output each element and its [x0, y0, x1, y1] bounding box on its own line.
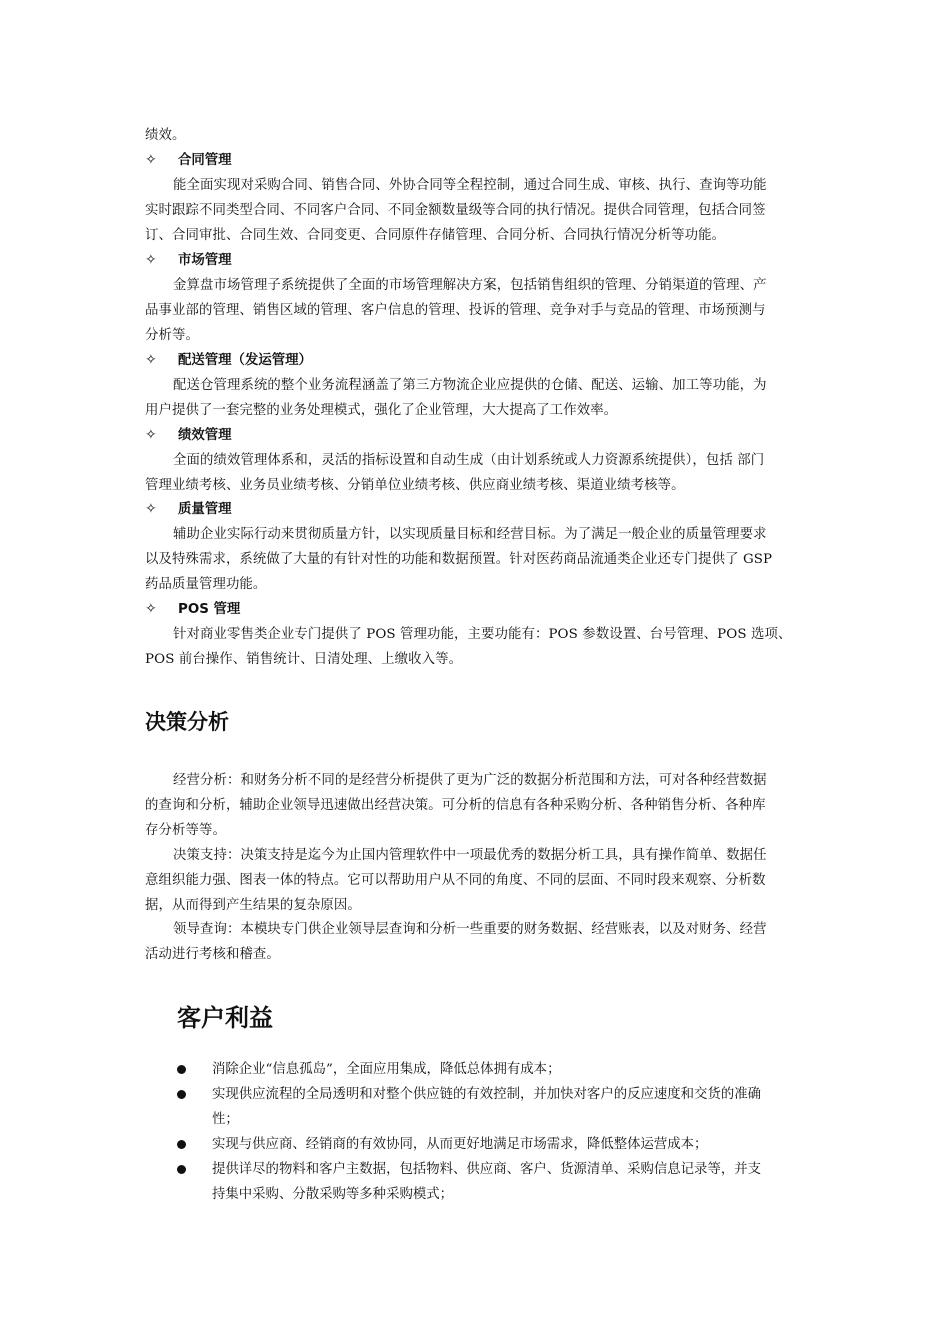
decision-heading: 决策分析: [145, 710, 229, 734]
paragraph-line: 意组织能力强、图表一体的特点。它可以帮助用户从不同的角度、不同的层面、不同时段来观察、分析数: [145, 873, 766, 888]
paragraph-line: 配送仓管理系统的整个业务流程涵盖了第三方物流企业应提供的仓储、配送、运输、加工等功能，为: [173, 378, 767, 393]
bullet-dot-icon: [177, 1090, 186, 1099]
bullet-line: 持集中采购、分散采购等多种采购模式；: [212, 1187, 454, 1202]
section-heading-delivery: ✧ 配送管理（发运管理）: [145, 348, 312, 373]
paragraph-line: 活动进行考核和稽查。: [145, 947, 280, 962]
bullet-line: 消除企业“信息孤岛”，全面应用集成，降低总体拥有成本；: [212, 1062, 561, 1077]
paragraph-line: 用户提供了一套完整的业务处理模式，强化了企业管理，大大提高了工作效率。: [145, 403, 618, 418]
intro-tail: 绩效。: [145, 128, 186, 143]
paragraph-line: 辅助企业实际行动来贯彻质量方针，以实现质量目标和经营目标。为了满足一般企业的质量管理要求: [173, 527, 767, 542]
section-heading-pos: ✧ POS 管理: [145, 597, 240, 622]
paragraph-line: 品事业部的管理、销售区域的管理、客户信息的管理、投诉的管理、竞争对手与竞品的管理、市场预测与: [145, 303, 766, 318]
paragraph-line: 决策支持：决策支持是迄今为止国内管理软件中一项最优秀的数据分析工具，具有操作简单、数据任: [173, 848, 767, 863]
paragraph-line: 订、合同审批、合同生效、合同变更、合同原件存储管理、合同分析、合同执行情况分析等功能。: [145, 228, 726, 243]
bullet-line: 实现与供应商、经销商的有效协同，从而更好地满足市场需求，降低整体运营成本；: [212, 1137, 708, 1152]
paragraph-line: 管理业绩考核、业务员业绩考核、分销单位业绩考核、供应商业绩考核、渠道业绩考核等。: [145, 478, 685, 493]
paragraph-line: 分析等。: [145, 328, 199, 343]
paragraph-line: 全面的绩效管理体系和，灵活的指标设置和自动生成（由计划系统或人力资源系统提供），包括 部门: [173, 453, 765, 468]
section-heading-contract: ✧ 合同管理: [145, 148, 232, 173]
paragraph-line: 存分析等等。: [145, 823, 226, 838]
diamond-bullet-icon: ✧: [145, 352, 157, 368]
diamond-bullet-icon: ✧: [145, 501, 157, 517]
bullet-dot-icon: [177, 1065, 186, 1074]
section-heading-performance: ✧ 绩效管理: [145, 423, 232, 448]
bullet-line: 性；: [212, 1112, 239, 1127]
diamond-bullet-icon: ✧: [145, 427, 157, 443]
bullet-dot-icon: [177, 1165, 186, 1174]
section-heading-market: ✧ 市场管理: [145, 248, 232, 273]
diamond-bullet-icon: ✧: [145, 152, 157, 168]
paragraph-line: 以及特殊需求，系统做了大量的有针对性的功能和数据预置。针对医药商品流通类企业还专门提供了 GSP: [145, 552, 773, 567]
paragraph-line: POS 前台操作、销售统计、日清处理、上缴收入等。: [145, 652, 463, 667]
diamond-bullet-icon: ✧: [145, 601, 157, 617]
section-heading-quality: ✧ 质量管理: [145, 497, 232, 522]
bullet-line: 实现供应流程的全局透明和对整个供应链的有效控制，并加快对客户的反应速度和交货的准确: [212, 1087, 762, 1102]
paragraph-line: 药品质量管理功能。: [145, 577, 267, 592]
diamond-bullet-icon: ✧: [145, 252, 157, 268]
paragraph-line: 据，从而得到产生结果的复杂原因。: [145, 898, 361, 913]
bullet-dot-icon: [177, 1140, 186, 1149]
paragraph-line: 领导查询：本模块专门供企业领导层查询和分析一些重要的财务数据、经营账表，以及对财务、经营: [173, 922, 767, 937]
paragraph-line: 实时跟踪不同类型合同、不同客户合同、不同金额数量级等合同的执行情况。提供合同管理，包括合同签: [145, 203, 766, 218]
paragraph-line: 能全面实现对采购合同、销售合同、外协合同等全程控制，通过合同生成、审核、执行、查询等功能: [173, 178, 767, 193]
paragraph-line: 针对商业零售类企业专门提供了 POS 管理功能，主要功能有：POS 参数设置、台号管理、POS 选项、: [173, 627, 792, 642]
paragraph-line: 金算盘市场管理子系统提供了全面的市场管理解决方案，包括销售组织的管理、分销渠道的管理、产: [173, 278, 767, 293]
paragraph-line: 的查询和分析，辅助企业领导迅速做出经营决策。可分析的信息有各种采购分析、各种销售分析、各种库: [145, 798, 766, 813]
bullet-line: 提供详尽的物料和客户主数据，包括物料、供应商、客户、货源清单、采购信息记录等，并支: [212, 1162, 762, 1177]
paragraph-line: 经营分析：和财务分析不同的是经营分析提供了更为广泛的数据分析范围和方法，可对各种经营数据: [173, 773, 767, 788]
benefits-heading: 客户利益: [177, 1004, 273, 1032]
